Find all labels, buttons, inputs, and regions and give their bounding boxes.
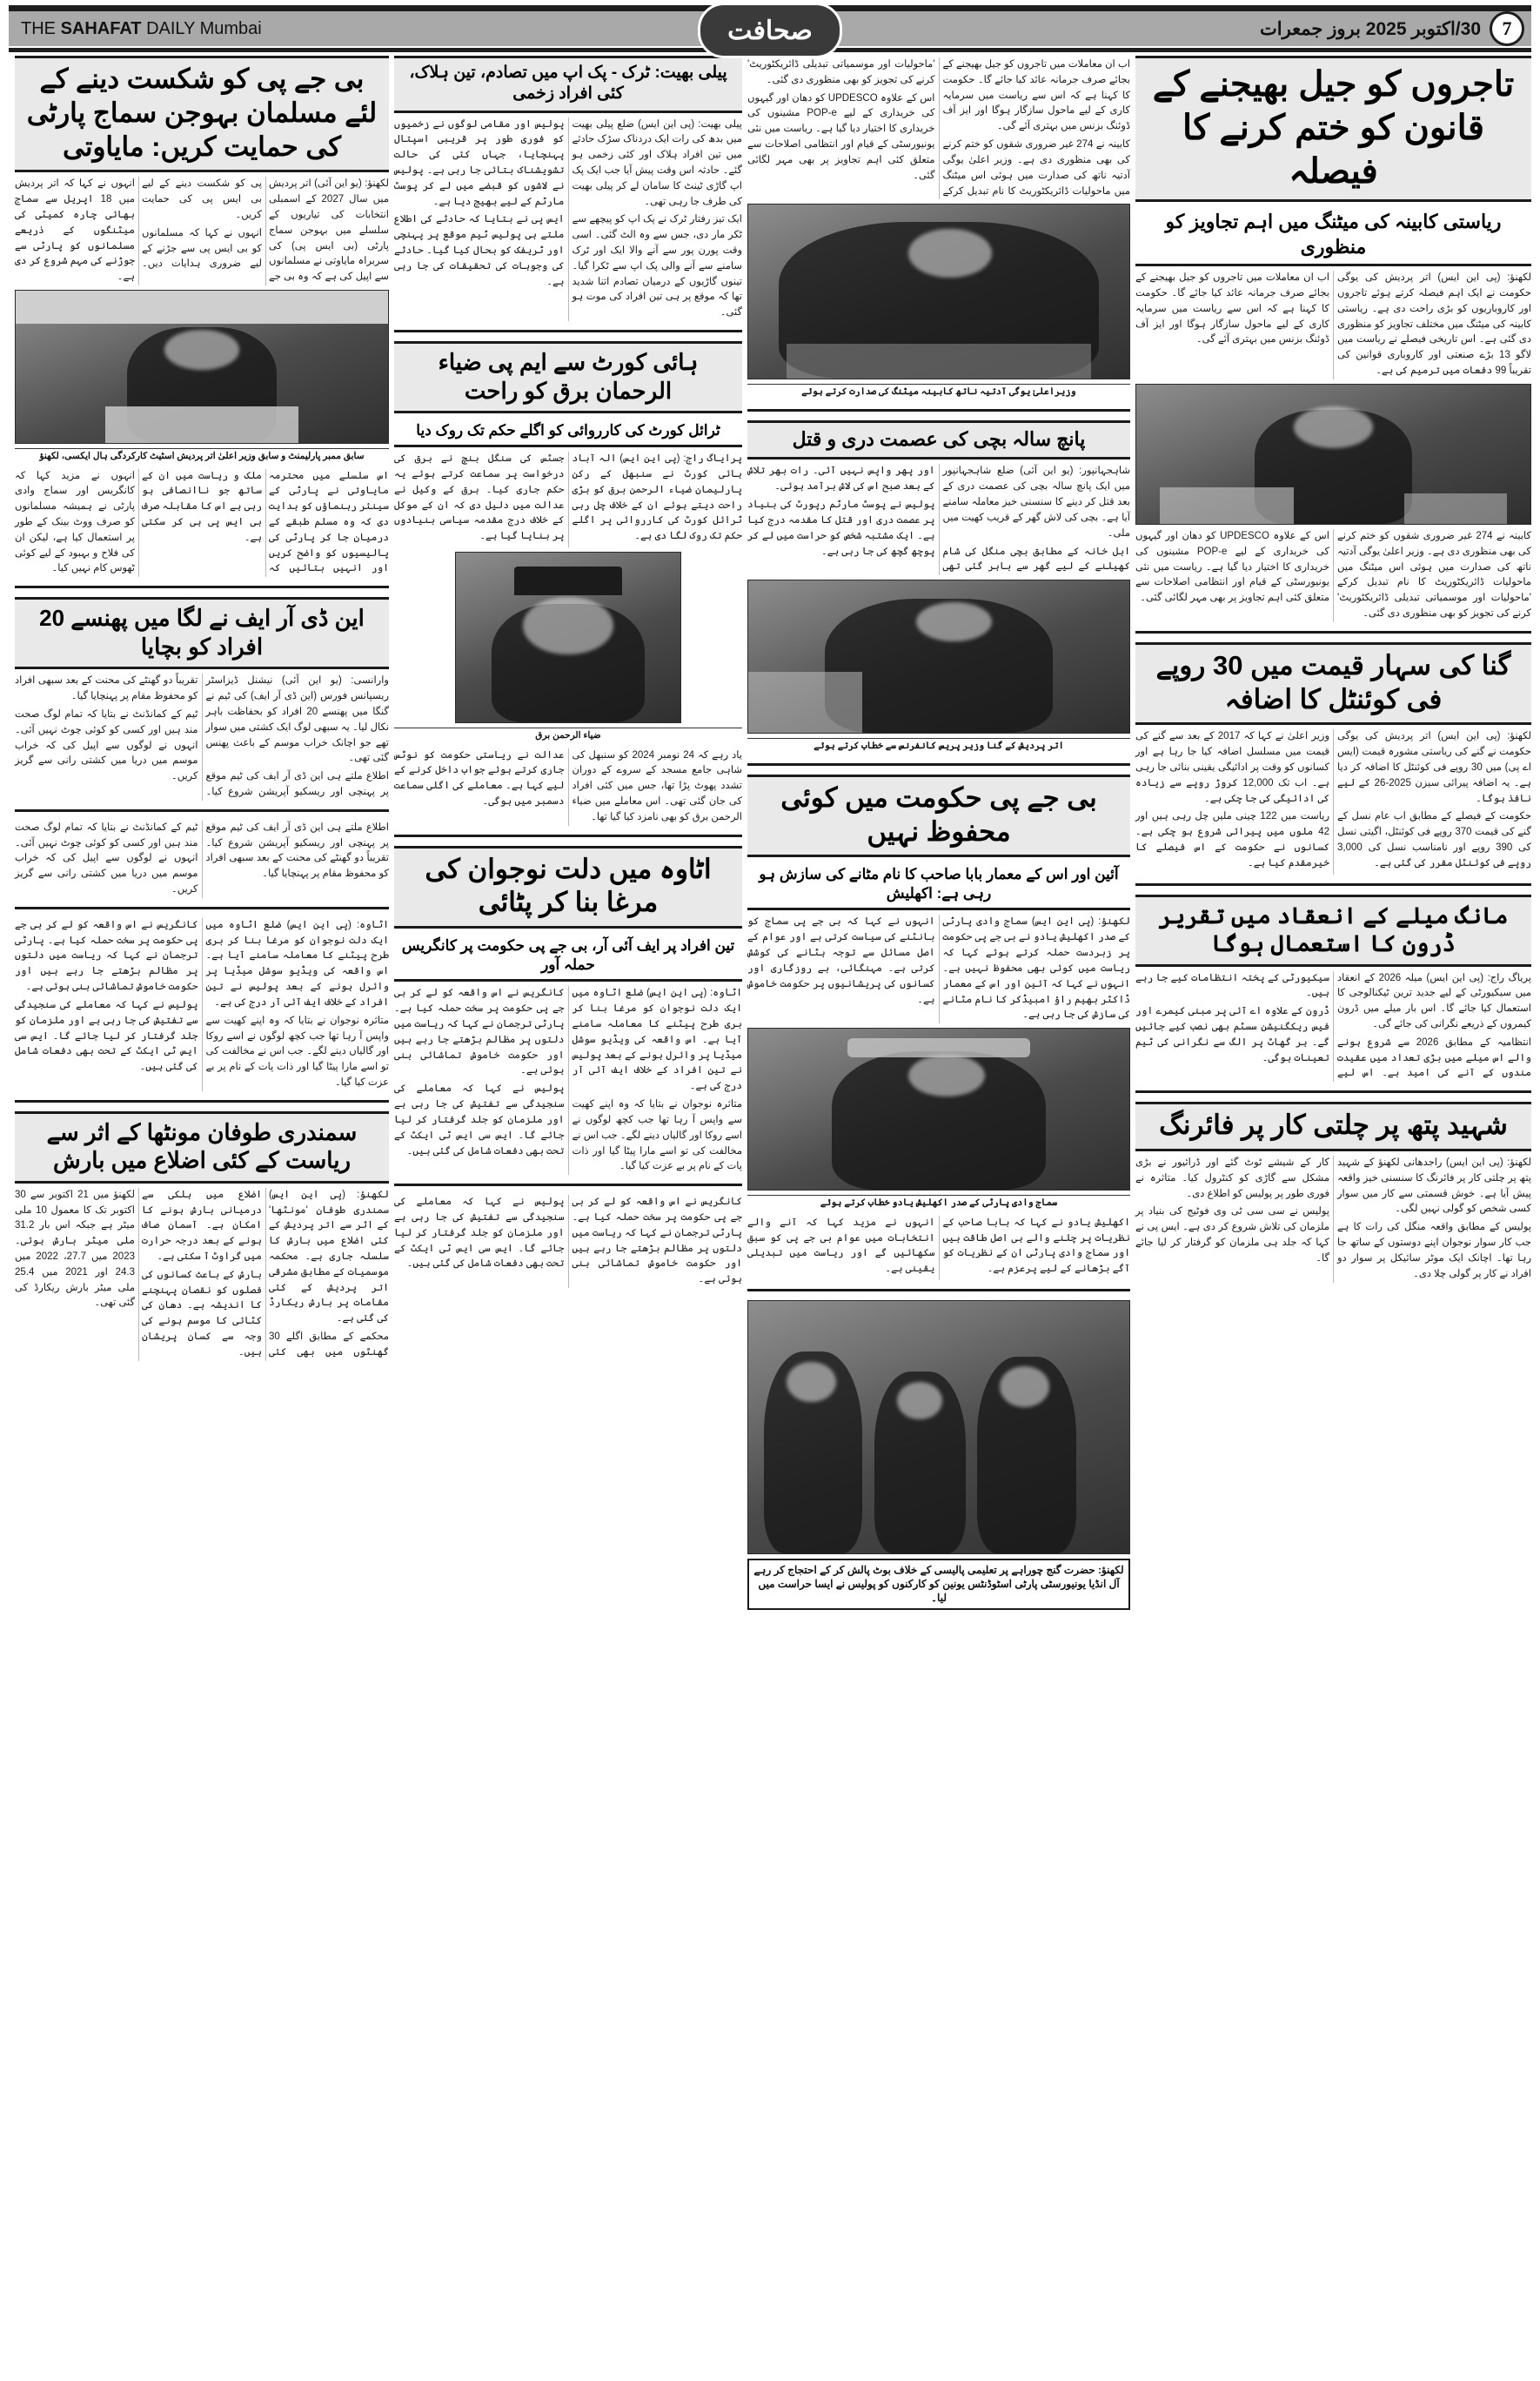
darkmeta-para-2: ڈرون کے علاوہ اے آئی پر مبنی کیمرے اور فیس ریکگنیشن سسٹم بھی نصب کیے جائیں گے۔ ہر گھاٹ پر الگ سے نگرانی کی ٹیم تعینات ہوگی۔ <box>1135 1006 1329 1063</box>
masthead <box>9 5 1531 50</box>
highcourt-body <box>394 452 742 547</box>
bjp-body <box>747 915 1130 1023</box>
ndrf-para-0: وارانسی: (یو این آئی) نیشنل ڈیزاسٹر ریسپانس فورس (این ڈی آر ایف) کی ٹیم نے گنگا میں پھنسے 20 افراد کو بحفاظت باہر نکال لیا۔ یہ سبھی لوگ ایک کشتی میں سوار تھے جو اچانک خراب موسم کے باعث پھنس گئی تھی۔ <box>205 675 389 764</box>
lead-body-columns <box>1135 271 1531 379</box>
column-right <box>1135 56 1531 2344</box>
highcourt-body-columns <box>394 452 742 547</box>
police-photo-caption: لکھنؤ: حضرت گنج چوراہے پر تعلیمی پالیسی کے خلاف بوٹ پالش کر کے احتجاج کر رہے آل انڈیا یونیورسٹی پارٹی اسٹوڈنٹس یونین کو کارکنوں کو پولیس نے ایسا حراست میں لیا۔ <box>747 1559 1130 1610</box>
sugar-para-0: لکھنؤ: (پی این ایس) اتر پردیش کی یوگی حکومت نے گنے کی ریاستی مشورہ قیمت (ایس اے پی) میں 30 روپے فی کوئنٹل کا اضافہ کر دیا ہے۔ یہ اضافہ پیرائی سیزن 2025-26 کے لیے نافذ ہوگا۔ <box>1337 731 1531 804</box>
sahafat-logo: صحافت <box>698 3 842 58</box>
firing-para-0: لکھنؤ: (پی این ایس) راجدھانی لکھنؤ کے شہید پتھ پر چلتی کار پر فائرنگ کا سنسنی خیز واقعہ پیش آیا ہے۔ خوش قسمتی سے کار میں سوار کسی شخص کو گولی نہیں لگی۔ <box>1337 1157 1531 1215</box>
column-center-right <box>747 56 1130 2344</box>
etawah-subhead: تین افراد پر ایف آئی آر، بی جے پی حکومت پر کانگریس حملہ آور <box>394 933 742 982</box>
etawah-overflow-columns <box>394 1195 742 1288</box>
burq-photo <box>455 552 681 723</box>
akhilesh-photo-face <box>908 1055 985 1097</box>
etawah-left-para-3: پولیس نے کہا کہ معاملے کی سنجیدگی سے تفتیش کی جا رہی ہے اور ملزمان کو جلد گرفتار کر لیا جائے گا۔ ایس سی ایس ٹی ایکٹ کے تحت بھی دفعات شامل کی گئی ہیں۔ <box>15 999 198 1073</box>
mayawati-body-2 <box>15 469 389 578</box>
akhilesh-photo-caption: سماج وادی پارٹی کے صدر اکھلیش یادو خطاب کرتے ہوئے <box>747 1195 1130 1211</box>
darkmeta-body <box>1135 971 1531 1083</box>
burq-photo-cap <box>514 567 622 595</box>
lead-body <box>1135 271 1531 379</box>
police-photo-face-1 <box>787 1362 836 1402</box>
divider-8 <box>394 835 742 837</box>
mayawati-photo-podium <box>105 406 299 443</box>
minor-headline: پانچ سالہ بچی کی عصمت دری و قتل <box>747 420 1130 460</box>
storm-para-1: محکمے کے مطابق اگلے 30 گھنٹوں میں بھی کئی اضلاع میں ہلکی سے درمیانی بارش ہونے کا امکان ہے۔ آسمان صاف ہونے کے بعد درجہ حرارت میں گراوٹ آ سکتی ہے۔ <box>142 1189 389 1358</box>
lead-para-3: اس کے علاوہ UPDESCO کو دھان اور گیہوں کی خریداری کے لیے POP-e مشینوں کی خریداری کا اختیار دیا گیا ہے۔ ریاست میں نئی یونیورسٹی کے قیام اور انتظامی اصلاحات سے متعلق کئی اہم تجاویز پر بھی مہر لگائی گئی۔ <box>1135 530 1330 604</box>
divider-4 <box>747 409 1130 412</box>
sugar-body-columns <box>1135 729 1531 874</box>
yogi-photo-desk2 <box>1404 493 1507 524</box>
highcourt-para-3: عدالت نے ریاستی حکومت کو نوٹس جاری کرتے ہوئے جواب داخل کرنے کے لیے کہا ہے۔ معاملے کی اگلی سماعت دسمبر میں ہوگی۔ <box>394 749 565 808</box>
ndrf-para-2: ٹیم کے کمانڈنٹ نے بتایا کہ تمام لوگ صحت مند ہیں اور کسی کو کوئی چوٹ نہیں آئی۔ انہوں نے لوگوں سے اپیل کی کہ خراب موسم میں دریا میں کشتی رانی سے گریز کریں۔ <box>15 708 198 782</box>
lead-para-1: اب ان معاملات میں تاجروں کو جیل بھیجنے کے بجائے صرف جرمانہ عائد کیا جائے گا۔ حکومت کا کہنا ہے کہ اس سے ریاست میں سرمایہ کاری کے لیے ماحول سازگار ہوگا اور ایز آف ڈوئنگ بزنس میں بہتری آئے گی۔ <box>1135 272 1329 345</box>
police-photo <box>747 1300 1130 1554</box>
truck-para-1: ایک تیز رفتار ٹرک نے پک اپ کو پیچھے سے ٹکر مار دی، جس سے وہ الٹ گئی۔ اسی وقت پورن پور سے آنے والا ایک اور ٹرک سامنے سے آنے والی پک اپ سے ٹکرا گیا۔ تینوں گاڑیوں کے درمیان تصادم اتنا شدید تھا کہ موقع پر ہی تین افراد کی موت ہو گئی۔ <box>572 214 742 319</box>
bjp-para-0: لکھنؤ: (پی این ایس) سماج وادی پارٹی کے صدر اکھلیش یادو نے بی جے پی حکومت پر زبردست حملہ کرتے ہوئے کہا کہ ریاست میں کوئی بھی محفوظ نہیں ہے۔ انہوں نے کہا کہ آئین اور اس کے معمار ڈاکٹر بھیم راؤ امبیڈکر کا نام مٹانے کی سازش کی جا رہی ہے۔ <box>942 916 1130 1021</box>
masthead-english-the: THE <box>21 18 56 38</box>
divider-10 <box>15 586 389 588</box>
mayawati-photo <box>15 290 389 444</box>
bjp-body-2 <box>747 1216 1130 1280</box>
lead-body-columns-2 <box>1135 529 1531 622</box>
etawah-overflow-para-0: کانگریس نے اس واقعہ کو لے کر بی جے پی حکومت پر سخت حملہ کیا ہے۔ پارٹی ترجمان نے کہا کہ ریاست میں دلتوں پر مظالم بڑھتے جا رہے ہیں اور حکومت خاموش تماشائی بنی ہوئی ہے۔ <box>572 1197 742 1285</box>
page-number: 7 <box>1490 11 1524 46</box>
etawah-headline: اٹاوہ میں دلت نوجوان کی مرغا بنا کر پٹائی <box>394 846 742 929</box>
ndrf-body <box>15 674 389 801</box>
mayawati-para-3: انہوں نے مزید کہا کہ کانگریس اور سماج وادی پارٹی نے ہمیشہ مسلمانوں کو صرف ووٹ بینک کے طور پر استعمال کیا ہے، لیکن ان کی فلاح و بہبود کے لیے کوئی ٹھوس کام نہیں کیا۔ <box>15 470 135 574</box>
sugar-para-3: ریاست میں 122 چینی ملیں چل رہی ہیں اور 42 ملوں میں پیرائی شروع ہو چکی ہے۔ کسانوں نے حکومت کے اس فیصلے کا خیرمقدم کیا ہے۔ <box>1135 811 1329 869</box>
lead-overflow-para-2: اس کے علاوہ UPDESCO کو دھان اور گیہوں کی خریداری کے لیے POP-e مشینوں کی خریداری کا اختیار دیا گیا ہے۔ ریاست میں نئی یونیورسٹی کے قیام اور انتظامی اصلاحات سے متعلق کئی اہم تجاویز پر بھی مہر لگائی گئی۔ <box>747 92 935 181</box>
lead-para-2: کابینہ نے 274 غیر ضروری شقوں کو ختم کرنے کی بھی منظوری دی ہے۔ وزیر اعلیٰ یوگی آدتیہ ناتھ کی صدارت میں ہوئی اس میٹنگ میں ماحولیات ڈائریکٹوریٹ کا نام تبدیل کرکے 'ماحولیات اور موسمیاتی تبدیلی ڈائریکٹوریٹ' کرنے کی تجویز کو بھی منظوری دی گئی۔ <box>1337 530 1532 619</box>
storm-body <box>15 1188 389 1361</box>
police-photo-face-3 <box>1000 1366 1049 1406</box>
firing-body-columns <box>1135 1156 1531 1283</box>
divider-1 <box>1135 631 1531 634</box>
firing-body <box>1135 1156 1531 1283</box>
sugar-photo-face <box>916 602 993 642</box>
mayawati-photo-face <box>164 330 239 370</box>
lead-para-0: لکھنؤ: (پی این ایس) اتر پردیش کی یوگی حکومت نے ایک اہم فیصلہ کرتے ہوئے تاجروں اور کاروباریوں کو بڑی راحت دی ہے۔ ریاستی کابینہ کی میٹنگ میں مختلف تجاویز کو منظوری دی گئی ہے۔ اس تاریخی فیصلے نے ریاست میں لاگو 13 بڑے صنعتی اور کاروباری قوانین کی تقریباً 99 دفعات میں ترمیم کی ہے۔ <box>1337 272 1532 377</box>
cabinet-photo-caption: وزیراعلیٰ یوگی آدتیہ ناتھ کابینہ میٹنگ کی صدارت کرتے ہوئے <box>747 384 1130 400</box>
bjp-body-columns <box>747 915 1130 1023</box>
mayawati-body-columns-2 <box>15 469 389 578</box>
divider-12 <box>15 907 389 909</box>
firing-para-2: کار کے شیشے ٹوٹ گئے اور ڈرائیور نے بڑی مشکل سے گاڑی کو کنٹرول کیا۔ متاثرہ نے فوری طور پر پولیس کو اطلاع دی۔ <box>1135 1157 1329 1199</box>
mayawati-headline: بی جے پی کو شکست دینے کے لئے مسلمان بہوجن سماج پارٹی کی حمایت کریں: مایاوتی <box>15 56 389 172</box>
lead-overflow-para-1: کابینہ نے 274 غیر ضروری شقوں کو ختم کرنے کی بھی منظوری دی ہے۔ وزیر اعلیٰ یوگی آدتیہ ناتھ کی صدارت میں ہوئی اس میٹنگ میں ماحولیات ڈائریکٹوریٹ کا نام تبدیل کرکے 'ماحولیات اور موسمیاتی تبدیلی ڈائریکٹوریٹ' کرنے کی تجویز کو بھی منظوری دی گئی۔ <box>747 59 1131 197</box>
divider-5 <box>747 763 1130 766</box>
mayawati-photo-caption: سابق ممبر پارلیمنٹ و سابق وزیر اعلیٰ اتر پردیش اسٹیٹ کارکردگی ہال ایکسی، لکھنؤ <box>15 448 389 465</box>
darkmeta-para-1: انتظامیہ کے مطابق 2026 سے شروع ہونے والے اس میلے میں بڑی تعداد میں عقیدت مندوں کے آنے کی امید ہے۔ اس لیے سیکیورٹی کے پختہ انتظامات کیے جا رہے ہیں۔ <box>1135 972 1532 1079</box>
divider-11 <box>15 809 389 812</box>
firing-headline: شہید پتھ پر چلتی کار پر فائرنگ <box>1135 1102 1531 1151</box>
truck-para-2: پولیس اور مقامی لوگوں نے زخمیوں کو فوری طور پر قریبی اسپتال پہنچایا، جہاں کئی کی حالت تشویشناک بتائی جا رہی ہے۔ پولیس نے لاشوں کو قبضے میں لے کر پوسٹ مارٹم کے لیے بھیج دیا ہے۔ <box>394 118 565 207</box>
mayawati-photo-banner <box>16 291 388 325</box>
darkmeta-headline: مانگ میلے کے انعقاد میں تقریر ڈرون کا استعمال ہوگا <box>1135 895 1531 967</box>
sugar-para-1: حکومت کے فیصلے کے مطابق اب عام نسل کے گنے کی قیمت 370 روپے فی کوئنٹل، اگیتی نسل کی 390 روپے اور نامناسب نسل کی 3,000 روپے فی کوئنٹل مقرر کی گئی ہے۔ <box>1337 811 1532 869</box>
masthead-date: 30/اکتوبر 2025 بروز جمعرات <box>1259 18 1481 39</box>
lead-overflow-para-0: اب ان معاملات میں تاجروں کو جیل بھیجنے کے بجائے صرف جرمانہ عائد کیا جائے گا۔ حکومت کا کہنا ہے کہ اس سے ریاست میں سرمایہ کاری کے لیے ماحول سازگار ہوگا اور ایز آف ڈوئنگ بزنس میں بہتری آئے گی۔ <box>942 59 1130 132</box>
etawah-body-columns <box>394 986 742 1175</box>
ndrf-headline: این ڈی آر ایف نے لگا میں پھنسے 20 افراد کو بچایا <box>15 597 389 669</box>
yogi-photo <box>1135 384 1531 525</box>
bjp-body-columns-2 <box>747 1216 1130 1280</box>
storm-body-columns <box>15 1188 389 1361</box>
ndrf-overflow-para-1: ٹیم کے کمانڈنٹ نے بتایا کہ تمام لوگ صحت مند ہیں اور کسی کو کوئی چوٹ نہیں آئی۔ انہوں نے لوگوں سے اپیل کی کہ خراب موسم میں دریا میں کشتی رانی سے گریز کریں۔ <box>15 822 198 895</box>
truck-para-3: ایس پی نے بتایا کہ حادثے کی اطلاع ملتے ہی پولیس ٹیم موقع پر پہنچی اور ٹریفک کو بحال کیا گیا۔ حادثے کی وجوہات کی تحقیقات کی جا رہی ہے۔ <box>394 214 565 287</box>
minor-para-1: اہل خانہ کے مطابق بچی منگل کی شام کھیلنے کے لیے گھر سے باہر گئی تھی اور پھر واپس نہیں آئی۔ رات بھر تلاش کے بعد صبح اس کی لاش برآمد ہوئی۔ <box>747 466 1130 573</box>
etawah-para-3: پولیس نے کہا کہ معاملے کی سنجیدگی سے تفتیش کی جا رہی ہے اور ملزمان کو جلد گرفتار کر لیا جائے گا۔ ایس سی ایس ٹی ایکٹ کے تحت بھی دفعات شامل کی گئی ہیں۔ <box>394 1083 565 1157</box>
bjp-para-3: انہوں نے مزید کہا کہ آنے والے انتخابات میں عوام بی جے پی کو سبق سکھائیں گے اور ریاست میں تبدیلی یقینی ہے۔ <box>747 1217 935 1275</box>
masthead-english-title <box>9 19 262 39</box>
highcourt-body-2 <box>394 748 742 826</box>
divider-3 <box>1135 1090 1531 1093</box>
divider-13 <box>15 1100 389 1103</box>
bjp-headline: بی جے پی حکومت میں کوئی محفوظ نہیں <box>747 775 1130 858</box>
darkmeta-body-columns <box>1135 971 1531 1083</box>
masthead-english-daily: DAILY Mumbai <box>146 18 262 38</box>
etawah-body <box>394 986 742 1175</box>
lead-overflow <box>747 56 1130 199</box>
sugar-para-2: وزیر اعلیٰ نے کہا کہ 2017 کے بعد سے گنے کی قیمت میں مسلسل اضافہ کیا جا رہا ہے اور کسانوں کو وقت پر ادائیگی یقینی بنائی جا رہی ہے۔ اب تک 12,000 کروڑ روپے سے زیادہ کی ادائیگی کی جا چکی ہے۔ <box>1135 731 1330 804</box>
masthead-band <box>9 11 1531 46</box>
storm-para-0: لکھنؤ: (پی این ایس) سمندری طوفان 'مونٹھا' کے اثر سے اتر پردیش کے کئی اضلاع میں بارش کا سلسلہ جاری ہے۔ محکمہ موسمیات کے مطابق مشرقی اتر پردیش کے کئی مقامات پر بارش ریکارڈ کی گئی ہے۔ <box>269 1189 389 1325</box>
mayawati-para-1: انہوں نے کہا کہ مسلمانوں کو بی ایس پی سے جڑنے کے لیے ضروری ہدایات دیں۔ انہوں نے کہا کہ اتر پردیش میں 18 اپریل سے سماج بھائی چارہ کمیٹی کی میٹنگوں کے ذریعے مسلمانوں کو پارٹی سے جوڑنے کی مہم شروع کر دی ہے۔ <box>15 178 262 283</box>
etawah-left-para-0: اٹاوہ: (پی این ایس) ضلع اٹاوہ میں ایک دلت نوجوان کو مرغا بنا کر بری طرح پیٹنے کا معاملہ سامنے آیا ہے۔ اس واقعہ کی ویڈیو سوشل میڈیا پر وائرل ہونے کے بعد پولیس نے تین افراد کے خلاف ایف آئی آر درج کی ہے۔ <box>205 919 389 1008</box>
cabinet-photo <box>747 204 1130 379</box>
ndrf-para-1: اطلاع ملتے ہی این ڈی آر ایف کی ٹیم موقع پر پہنچی اور ریسکیو آپریشن شروع کیا۔ تقریباً دو گھنٹے کی محنت کے بعد سبھی افراد کو محفوظ مقام پر پہنچایا گیا۔ <box>15 675 389 797</box>
lead-subhead: ریاستی کابینہ کی میٹنگ میں اہم تجاویز کو منظوری <box>1135 206 1531 266</box>
divider-7 <box>394 330 742 332</box>
divider-9 <box>394 1184 742 1186</box>
column-left <box>15 56 389 2344</box>
darkmeta-para-0: پریاگ راج: (پی این ایس) میلہ 2026 کے انعقاد میں سیکیورٹی کے لیے جدید ترین ٹیکنالوجی کا استعمال کیا جائے گا۔ اس بار میلے میں ڈرون کیمروں کے ذریعے نگرانی کی جائے گی۔ <box>1337 972 1531 1030</box>
mayawati-body-columns <box>15 177 389 285</box>
etawah-overflow-para-1: پولیس نے کہا کہ معاملے کی سنجیدگی سے تفتیش کی جا رہی ہے اور ملزمان کو جلد گرفتار کر لیا جائے گا۔ ایس سی ایس ٹی ایکٹ کے تحت بھی دفعات شامل کی گئی ہیں۔ <box>394 1197 565 1270</box>
etawah-para-2: کانگریس نے اس واقعہ کو لے کر بی جے پی حکومت پر سخت حملہ کیا ہے۔ پارٹی ترجمان نے کہا کہ ریاست میں دلتوں پر مظالم بڑھتے جا رہے ہیں اور حکومت خاموش تماشائی بنی ہوئی ہے۔ <box>394 988 565 1076</box>
firing-para-1: پولیس کے مطابق واقعہ منگل کی رات کا ہے جب کار سوار نوجوان اپنے دوستوں کے ساتھ جا رہا تھا۔ اچانک ایک موٹر سائیکل پر سوار دو افراد نے کار پر گولی چلا دی۔ <box>1337 1222 1531 1279</box>
truck-body-columns <box>394 117 742 322</box>
bjp-subhead: آئین اور اس کے معمار بابا صاحب کا نام مٹانے کی سازش ہو رہی ہے: اکھلیش <box>747 862 1130 910</box>
highcourt-para-2: یاد رہے کہ 24 نومبر 2024 کو سنبھل کی شاہی جامع مسجد کے سروے کے دوران تشدد پھوٹ پڑا تھا، جس میں کئی افراد کی جان گئی تھی۔ اس معاملے میں ضیاء الرحمن برق کو بھی نامزد کیا گیا تھا۔ <box>572 749 742 822</box>
highcourt-para-0: پرایاگ راج: (پی این ایس) الہ آباد ہائی کورٹ نے سنبھل کے رکن پارلیمان ضیاء الرحمن برق کو بڑی راحت دیتے ہوئے ان کے خلاف چل رہی ٹرائل کورٹ کی کارروائی پر اگلے حکم تک روک لگا دی ہے۔ <box>572 453 742 542</box>
mayawati-para-0: لکھنؤ: (یو این آئی) اتر پردیش میں سال 2027 کے اسمبلی انتخابات کی تیاریوں کے سلسلے میں بہوجن سماج پارٹی (بی ایس پی) کی سربراہ مایاوتی نے مسلمانوں سے اپیل کی ہے کہ وہ بی جے پی کو شکست دینے کے لیے بی ایس پی کی حمایت کریں۔ <box>142 178 389 283</box>
truck-para-0: پیلی بھیت: (پی این ایس) ضلع پیلی بھیت میں بدھ کی رات ایک دردناک سڑک حادثے میں تین افراد ہلاک اور کئی زخمی ہو گئے۔ حادثہ اس وقت پیش آیا جب ایک پک اپ گاڑی ٹینٹ کا سامان لے کر پیلی بھیت کی طرف جا رہی تھی۔ <box>572 118 742 207</box>
storm-para-3: لکھنؤ میں 21 اکتوبر سے 30 اکتوبر تک کا معمول 10 ملی میٹر ہے جبکہ اس بار 31.2 ملی میٹر بارش ہوئی۔ 2023 میں 27.7، 2022 میں 24.3 اور 2021 میں 25.4 ملی میٹر بارش ریکارڈ کی گئی تھی۔ <box>15 1189 136 1309</box>
bjp-para-2: اکھلیش یادو نے کہا کہ بابا صاحب کے نظریات پر چلنے والے ہی اصل طاقت ہیں اور سماج وادی پارٹی ان کے نظریات کو آگے بڑھانے کے لیے پرعزم ہے۔ <box>942 1217 1130 1275</box>
etawah-para-1: متاثرہ نوجوان نے بتایا کہ وہ اپنے کھیت سے واپس آ رہا تھا جب کچھ لوگوں نے اسے روکا اور گالیاں دینے لگے۔ جب اس نے مخالفت کی تو اسے مارا پیٹا گیا اور ذات پات کے نام پر بے عزت کیا گیا۔ <box>572 1099 742 1172</box>
storm-headline: سمندری طوفان مونٹھا کے اثر سے ریاست کے کئی اضلاع میں بارش <box>15 1111 389 1184</box>
ndrf-overflow-columns <box>15 821 389 898</box>
masthead-english-brand: SAHAFAT <box>60 18 142 38</box>
mayawati-body <box>15 177 389 285</box>
burq-photo-face <box>523 597 613 654</box>
sugar-headline: گنا کی سہار قیمت میں 30 روپے فی کوئنٹل کا اضافہ <box>1135 642 1531 726</box>
truck-body <box>394 117 742 322</box>
akhilesh-photo-cap <box>847 1038 1030 1057</box>
lead-body-2 <box>1135 529 1531 622</box>
burq-photo-caption: ضیاء الرحمن برق <box>394 728 742 744</box>
yogi-photo-desk <box>1160 487 1294 524</box>
ndrf-overflow <box>15 821 389 898</box>
lead-headline: تاجروں کو جیل بھیجنے کے قانون کو ختم کرنے کا فیصلہ <box>1135 56 1531 202</box>
etawah-overflow <box>394 1195 742 1288</box>
sugar-body <box>1135 729 1531 874</box>
lead-overflow-columns <box>747 57 1130 199</box>
page-grid <box>9 56 1531 2344</box>
sugar-photo <box>747 580 1130 734</box>
storm-para-2: بارش کے باعث کسانوں کی فصلوں کو نقصان پہنچنے کا اندیشہ ہے۔ دھان کی کٹائی کا موسم ہونے کی وجہ سے کسان پریشان ہیں۔ <box>142 1269 262 1358</box>
ndrf-overflow-para-0: اطلاع ملتے ہی این ڈی آر ایف کی ٹیم موقع پر پہنچی اور ریسکیو آپریشن شروع کیا۔ تقریباً دو گھنٹے کی محنت کے بعد سبھی افراد کو محفوظ مقام پر پہنچایا گیا۔ <box>205 822 389 880</box>
mayawati-para-2: اس سلسلے میں محترمہ مایاوتی نے پارٹی کے سینئر رہنماؤں کو ہدایت دی کہ وہ مسلم طبقے کے درمیان جا کر پارٹی کی پالیسیوں کو واضح کریں اور انہیں بتائیں کہ ملک و ریاست میں ان کے ساتھ جو ناانصافی ہو رہی ہے اس کا مقابلہ صرف بی ایس پی ہی کر سکتی ہے۔ <box>142 470 389 574</box>
etawah-left-body <box>15 918 389 1091</box>
cabinet-photo-table <box>787 344 1091 379</box>
minor-para-2: پولیس نے پوسٹ مارٹم رپورٹ کی بنیاد پر عصمت دری اور قتل کا مقدمہ درج کیا ہے۔ ایک مشتبہ شخص کو حراست میں لے کر پوچھ گچھ کی جا رہی ہے۔ <box>747 500 935 557</box>
newspaper-page <box>0 5 1540 2381</box>
highcourt-body-columns-2 <box>394 748 742 826</box>
truck-headline: پیلی بھیت: ٹرک - پک اپ میں تصادم، تین ہلاک، کئی افراد زخمی <box>394 56 742 113</box>
divider-6 <box>747 1289 1130 1291</box>
masthead-left <box>1260 11 1531 46</box>
etawah-left-para-1: متاثرہ نوجوان نے بتایا کہ وہ اپنے کھیت سے واپس آ رہا تھا جب کچھ لوگوں نے اسے روکا اور گالیاں دینے لگے۔ جب اس نے مخالفت کی تو اسے مارا پیٹا گیا اور ذات پات کے نام پر بے عزت کیا گیا۔ <box>205 1015 389 1088</box>
minor-para-0: شاہجہانپور: (یو این آئی) ضلع شاہجہانپور میں ایک پانچ سالہ بچی کی عصمت دری کے بعد قتل کر دینے کا سنسنی خیز معاملہ سامنے آیا ہے۔ بچی کی لاش گھر کے قریب کھیت میں ملی۔ <box>942 466 1130 539</box>
sugar-photo-caption: اتر پردیش کے گنا وزیر پریس کانفرنس سے خطاب کرتے ہوئے <box>747 738 1130 755</box>
ndrf-body-columns <box>15 674 389 801</box>
etawah-left-columns <box>15 918 389 1091</box>
akhilesh-photo <box>747 1028 1130 1190</box>
firing-para-3: پولیس نے سی سی ٹی وی فوٹیج کی بنیاد پر ملزمان کی تلاش شروع کر دی ہے۔ ایس پی نے کہا کہ جلد ہی ملزمان کو گرفتار کر لیا جائے گا۔ <box>1135 1206 1329 1264</box>
highcourt-headline: ہائی کورٹ سے ایم پی ضیاء الرحمان برق کو راحت <box>394 341 742 413</box>
column-center-left <box>394 56 742 2344</box>
bjp-para-1: انہوں نے کہا کہ بی جے پی سماج کو بانٹنے کی سیاست کرتی ہے اور عوام کے اصل مسائل سے توجہ ہٹانے کی کوشش کرتی ہے۔ مہنگائی، بے روزگاری اور کسانوں کی پریشانیوں پر حکومت خاموش ہے۔ <box>747 916 935 1005</box>
divider-2 <box>1135 883 1531 886</box>
etawah-left-para-2: کانگریس نے اس واقعہ کو لے کر بی جے پی حکومت پر سخت حملہ کیا ہے۔ پارٹی ترجمان نے کہا کہ ریاست میں دلتوں پر مظالم بڑھتے جا رہے ہیں اور حکومت خاموش تماشائی بنی ہوئی ہے۔ <box>15 919 198 993</box>
etawah-para-0: اٹاوہ: (پی این ایس) ضلع اٹاوہ میں ایک دلت نوجوان کو مرغا بنا کر بری طرح پیٹنے کا معاملہ سامنے آیا ہے۔ اس واقعہ کی ویڈیو سوشل میڈیا پر وائرل ہونے کے بعد پولیس نے تین افراد کے خلاف ایف آئی آر درج کی ہے۔ <box>572 988 742 1092</box>
sugar-photo-mic <box>748 672 862 733</box>
minor-body-columns <box>747 464 1130 575</box>
highcourt-subhead: ٹرائل کورٹ کی کارروائی کو اگلے حکم تک روک دیا <box>394 418 742 447</box>
highcourt-para-1: جسٹس کی سنگل بنچ نے برق کی درخواست پر سماعت کرتے ہوئے یہ حکم جاری کیا۔ برق کے وکیل نے عدالت میں دلیل دی کہ ان کے موکل کے خلاف درج مقدمہ سیاسی بنیادوں پر بنایا گیا ہے۔ <box>394 453 565 542</box>
minor-body <box>747 464 1130 575</box>
